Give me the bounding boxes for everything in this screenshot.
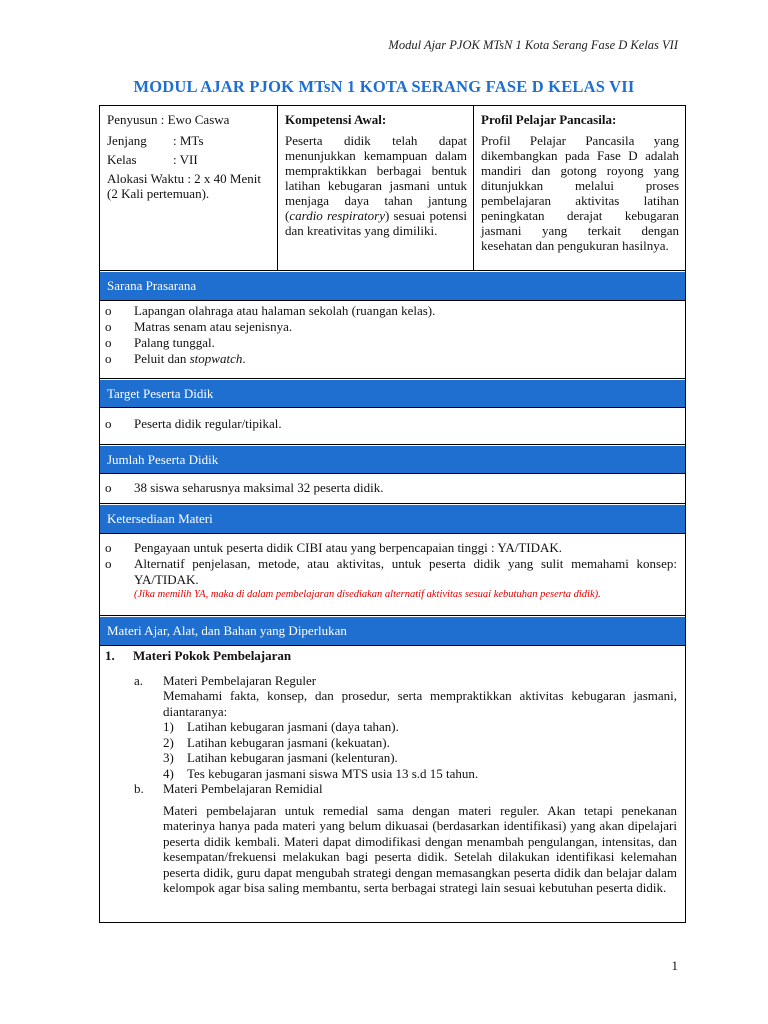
sarana-list [100,301,685,379]
penyusun: Penyusun : Ewo Caswa [107,112,230,127]
list-item: 2) Latihan kebugaran jasmani (kekuatan). [163,734,390,750]
kelas: Kelas : VII [107,152,198,167]
ketersediaan-list [100,534,685,616]
materi-content [100,646,685,896]
list-item: o Matras senam atau sejenisnya. [105,319,293,334]
target-list [100,408,685,445]
profil-pelajar [474,106,685,270]
kompetensi-awal [278,106,474,270]
jumlah-list [100,474,685,504]
list-item: 3) Latihan kebugaran jasmani (kelenturan). [163,750,398,765]
identity-column [100,106,278,270]
materi-remidial: b. Materi Pembelajaran Remidial Materi pembelajaran untuk remedial sama dengan materi reguler. Akan tetapi penekanan materinya hanya pada materi yang belum dikuasai (berdasarkan identifikasi) yang akan dipelajari peserta didik kembali. Materi dapat dimodifikasi dengan menambah pengulangan, intensitas, dan kesempatan/frekuensi melakukan bagi peserta didik. Setelah dilakukan identifikasi kelemahan peserta didik, guru dapat mengubah strategi dengan memasangkan peserta didik dan belajar dalam kelompok agar bisa saling membantu, serta berbagai strategi lain sesuai kebutuhan peserta didik. [134,781,677,895]
section-bar-jumlah: Jumlah Peserta Didik [100,445,685,474]
identity-row [100,106,685,271]
module-table [99,105,686,923]
document-title: MODUL AJAR PJOK MTsN 1 KOTA SERANG FASE D KELAS VII [133,77,635,96]
list-item: o Lapangan olahraga atau halaman sekolah (ruangan kelas). [105,303,436,318]
list-item: o Peserta didik regular/tipikal. [105,416,282,431]
jenjang: Jenjang : MTs [107,133,204,148]
list-item: 1) Latihan kebugaran jasmani (daya tahan). [163,719,399,734]
materi-reguler: a. Materi Pembelajaran Reguler Memahami fakta, konsep, dan prosedur, serta mempraktikkan aktivitas kebugaran jasmani, diantaranya: 1) Latihan kebugaran jasmani (daya tahan). 2) Latihan kebugaran jasmani (kekuatan). 3) Latihan kebugaran jasmani (kelenturan). 4) Tes kebugaran jasmani siswa MTS usia 13 s.d 15 tahun. [134,672,677,781]
kompetensi-heading: Kompetensi Awal: [285,112,387,127]
list-item: o Peluit dan stopwatch. [105,351,246,366]
section-bar-materi: Materi Ajar, Alat, dan Bahan yang Diperlukan [100,616,685,646]
list-item: o 38 siswa seharusnya maksimal 32 peserta didik. [105,480,384,495]
alokasi-waktu: Alokasi Waktu : 2 x 40 Menit (2 Kali pertemuan). [107,171,261,201]
list-item: o Alternatif penjelasan, metode, atau aktivitas, untuk peserta didik yang sulit memahami konsep: YA/TIDAK. [105,556,677,587]
section-bar-target: Target Peserta Didik [100,379,685,408]
ketersediaan-note: (Jika memilih YA, maka di dalam pembelajaran disediakan alternatif aktivitas sesuai kebutuhan peserta didik). [134,589,601,600]
list-item: o Pengayaan untuk peserta didik CIBI atau yang berpencapaian tinggi : YA/TIDAK. [105,540,563,555]
profil-text: Profil Pelajar Pancasila yang dikembangkan pada Fase D adalah mandiri dan gotong royong yang ditunjukkan melalui proses pembelajaran aktivitas latihan peningkatan derajat kebugaran jasmani yang terkait dengan kesehatan dan pengukuran hasilnya. [481,133,679,253]
kompetensi-text: Peserta didik telah dapat menunjukkan kemampuan dalam mempraktikkan berbagai bentuk latihan kebugaran jasmani untuk menjaga daya tahan jantung (cardio respiratory) sesuai potensi dan kreativitas yang dimiliki. [285,133,467,238]
running-header: Modul Ajar PJOK MTsN 1 Kota Serang Fase D Kelas VII [388,38,678,52]
section-bar-sarana: Sarana Prasarana [100,271,685,301]
list-item: o Palang tunggal. [105,335,215,350]
profil-heading: Profil Pelajar Pancasila: [481,112,617,127]
materi-heading: 1. Materi Pokok Pembelajaran [105,648,292,663]
section-bar-ketersediaan: Ketersediaan Materi [100,504,685,534]
page-number: 1 [671,958,678,973]
list-item: 4) Tes kebugaran jasmani siswa MTS usia 13 s.d 15 tahun. [163,765,479,781]
